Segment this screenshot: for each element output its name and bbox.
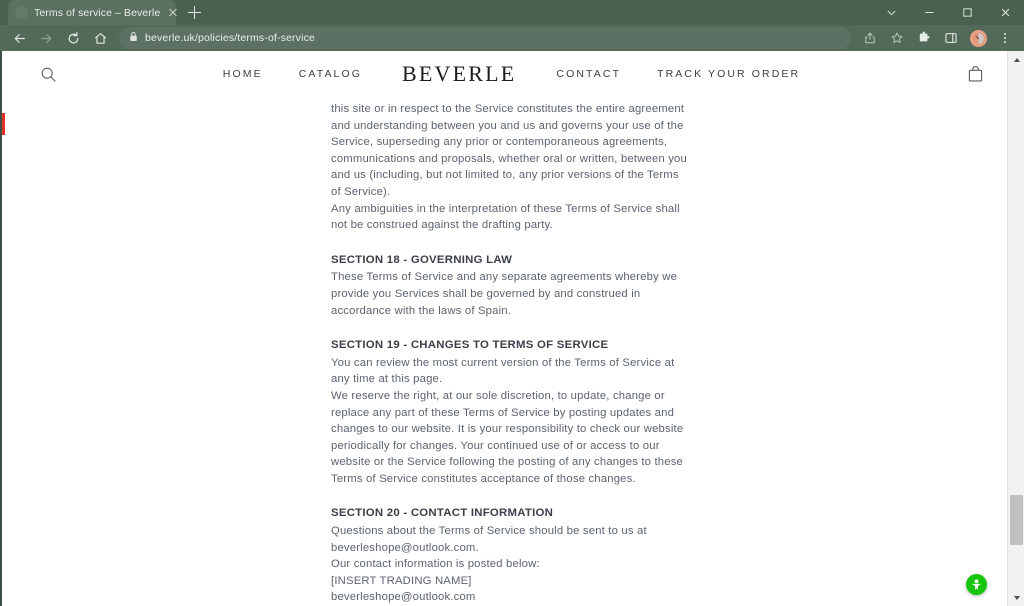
- paragraph: this site or in respect to the Service constitutes the entire agreement and understanding between you and us and governs your use of the Service, superseding any prior or contemporaneous agreements, communications and proposals, whether oral or written, between you and us (including, but not limited to, any prior versions of the Terms of Service).: [331, 103, 687, 198]
- browser-tab[interactable]: [8, 0, 176, 25]
- nav-link-track-your-order[interactable]: TRACK YOUR ORDER: [657, 68, 801, 80]
- scrollbar-track[interactable]: [1008, 68, 1024, 589]
- section-heading-19: SECTION 19 - CHANGES TO TERMS OF SERVICE: [331, 339, 609, 352]
- section-heading-20: SECTION 20 - CONTACT INFORMATION: [331, 507, 554, 520]
- search-icon[interactable]: [40, 66, 57, 83]
- section-heading-18: SECTION 18 - GOVERNING LAW: [331, 253, 513, 266]
- lock-icon: [129, 29, 138, 47]
- close-tab-icon[interactable]: [166, 6, 180, 20]
- browser-toolbar: [0, 25, 1024, 51]
- paragraph: We reserve the right, at our sole discretion, to update, change or replace any part of these Terms of Service by posting updates and changes to our website. It is your responsibility to check our website periodically for changes. Your continued use of or access to our website or the Service following the posting of any changes to these Terms of Service constitutes acceptance of those changes.: [331, 389, 684, 485]
- paragraph: You can review the most current version of the Terms of Service at any time at this page.: [331, 356, 675, 386]
- tab-title: Terms of service – Beverle: [34, 6, 161, 19]
- new-tab-button[interactable]: [182, 0, 208, 25]
- site-logo[interactable]: BEVERLE: [402, 61, 517, 86]
- site-header: [2, 51, 1007, 97]
- tab-strip: [0, 0, 1024, 25]
- nav-link-home[interactable]: HOME: [222, 68, 263, 80]
- cart-icon[interactable]: [966, 65, 985, 84]
- address-bar-url: beverle.uk/policies/terms-of-service: [145, 32, 315, 44]
- address-bar[interactable]: [119, 27, 851, 49]
- paragraph: These Terms of Service and any separate agreements whereby we provide you Services shall be governed by and construed in accordance with the laws of Spain.: [331, 271, 678, 317]
- extensions-icon[interactable]: [911, 25, 937, 51]
- nav-link-contact[interactable]: CONTACT: [556, 68, 622, 80]
- window-controls: [872, 0, 1024, 25]
- bookmark-star-icon[interactable]: [884, 25, 910, 51]
- home-button-icon[interactable]: [87, 25, 113, 51]
- side-panel-icon[interactable]: [938, 25, 964, 51]
- site-navigation: [57, 61, 966, 87]
- close-window-icon[interactable]: [986, 0, 1024, 25]
- accessibility-widget-button[interactable]: [966, 574, 987, 595]
- nav-link-catalog[interactable]: CATALOG: [298, 68, 363, 80]
- tab-favicon: [15, 6, 28, 19]
- maximize-window-icon[interactable]: [948, 0, 986, 25]
- scroll-up-arrow-icon[interactable]: [1008, 51, 1025, 68]
- page-viewport: [0, 51, 1024, 606]
- chrome-menu-icon[interactable]: [992, 25, 1018, 51]
- paragraph: beverleshope@outlook.com: [331, 591, 476, 604]
- paragraph: [INSERT TRADING NAME]: [331, 574, 472, 587]
- forward-button-icon[interactable]: [33, 25, 59, 51]
- share-icon[interactable]: [857, 25, 883, 51]
- profile-avatar[interactable]: [965, 25, 991, 51]
- tab-search-chevron-down-icon[interactable]: [872, 0, 910, 25]
- accessibility-person-icon: [969, 577, 984, 592]
- reload-button-icon[interactable]: [60, 25, 86, 51]
- back-button-icon[interactable]: [6, 25, 32, 51]
- scrollbar-thumb[interactable]: [1010, 495, 1023, 544]
- find-in-page-marker: [2, 113, 5, 135]
- page-scrollbar[interactable]: [1007, 51, 1024, 606]
- document-column: [331, 97, 687, 606]
- scroll-down-arrow-icon[interactable]: [1008, 589, 1025, 606]
- paragraph: Our contact information is posted below:: [331, 558, 540, 571]
- toolbar-actions: [857, 25, 1018, 51]
- minimize-window-icon[interactable]: [910, 0, 948, 25]
- paragraph: Questions about the Terms of Service should be sent to us at beverleshope@outlook.com.: [331, 525, 647, 554]
- web-page: [2, 51, 1007, 606]
- paragraph: Any ambiguities in the interpretation of these Terms of Service shall not be construed against the drafting party.: [331, 202, 680, 232]
- policy-document: [2, 97, 1007, 606]
